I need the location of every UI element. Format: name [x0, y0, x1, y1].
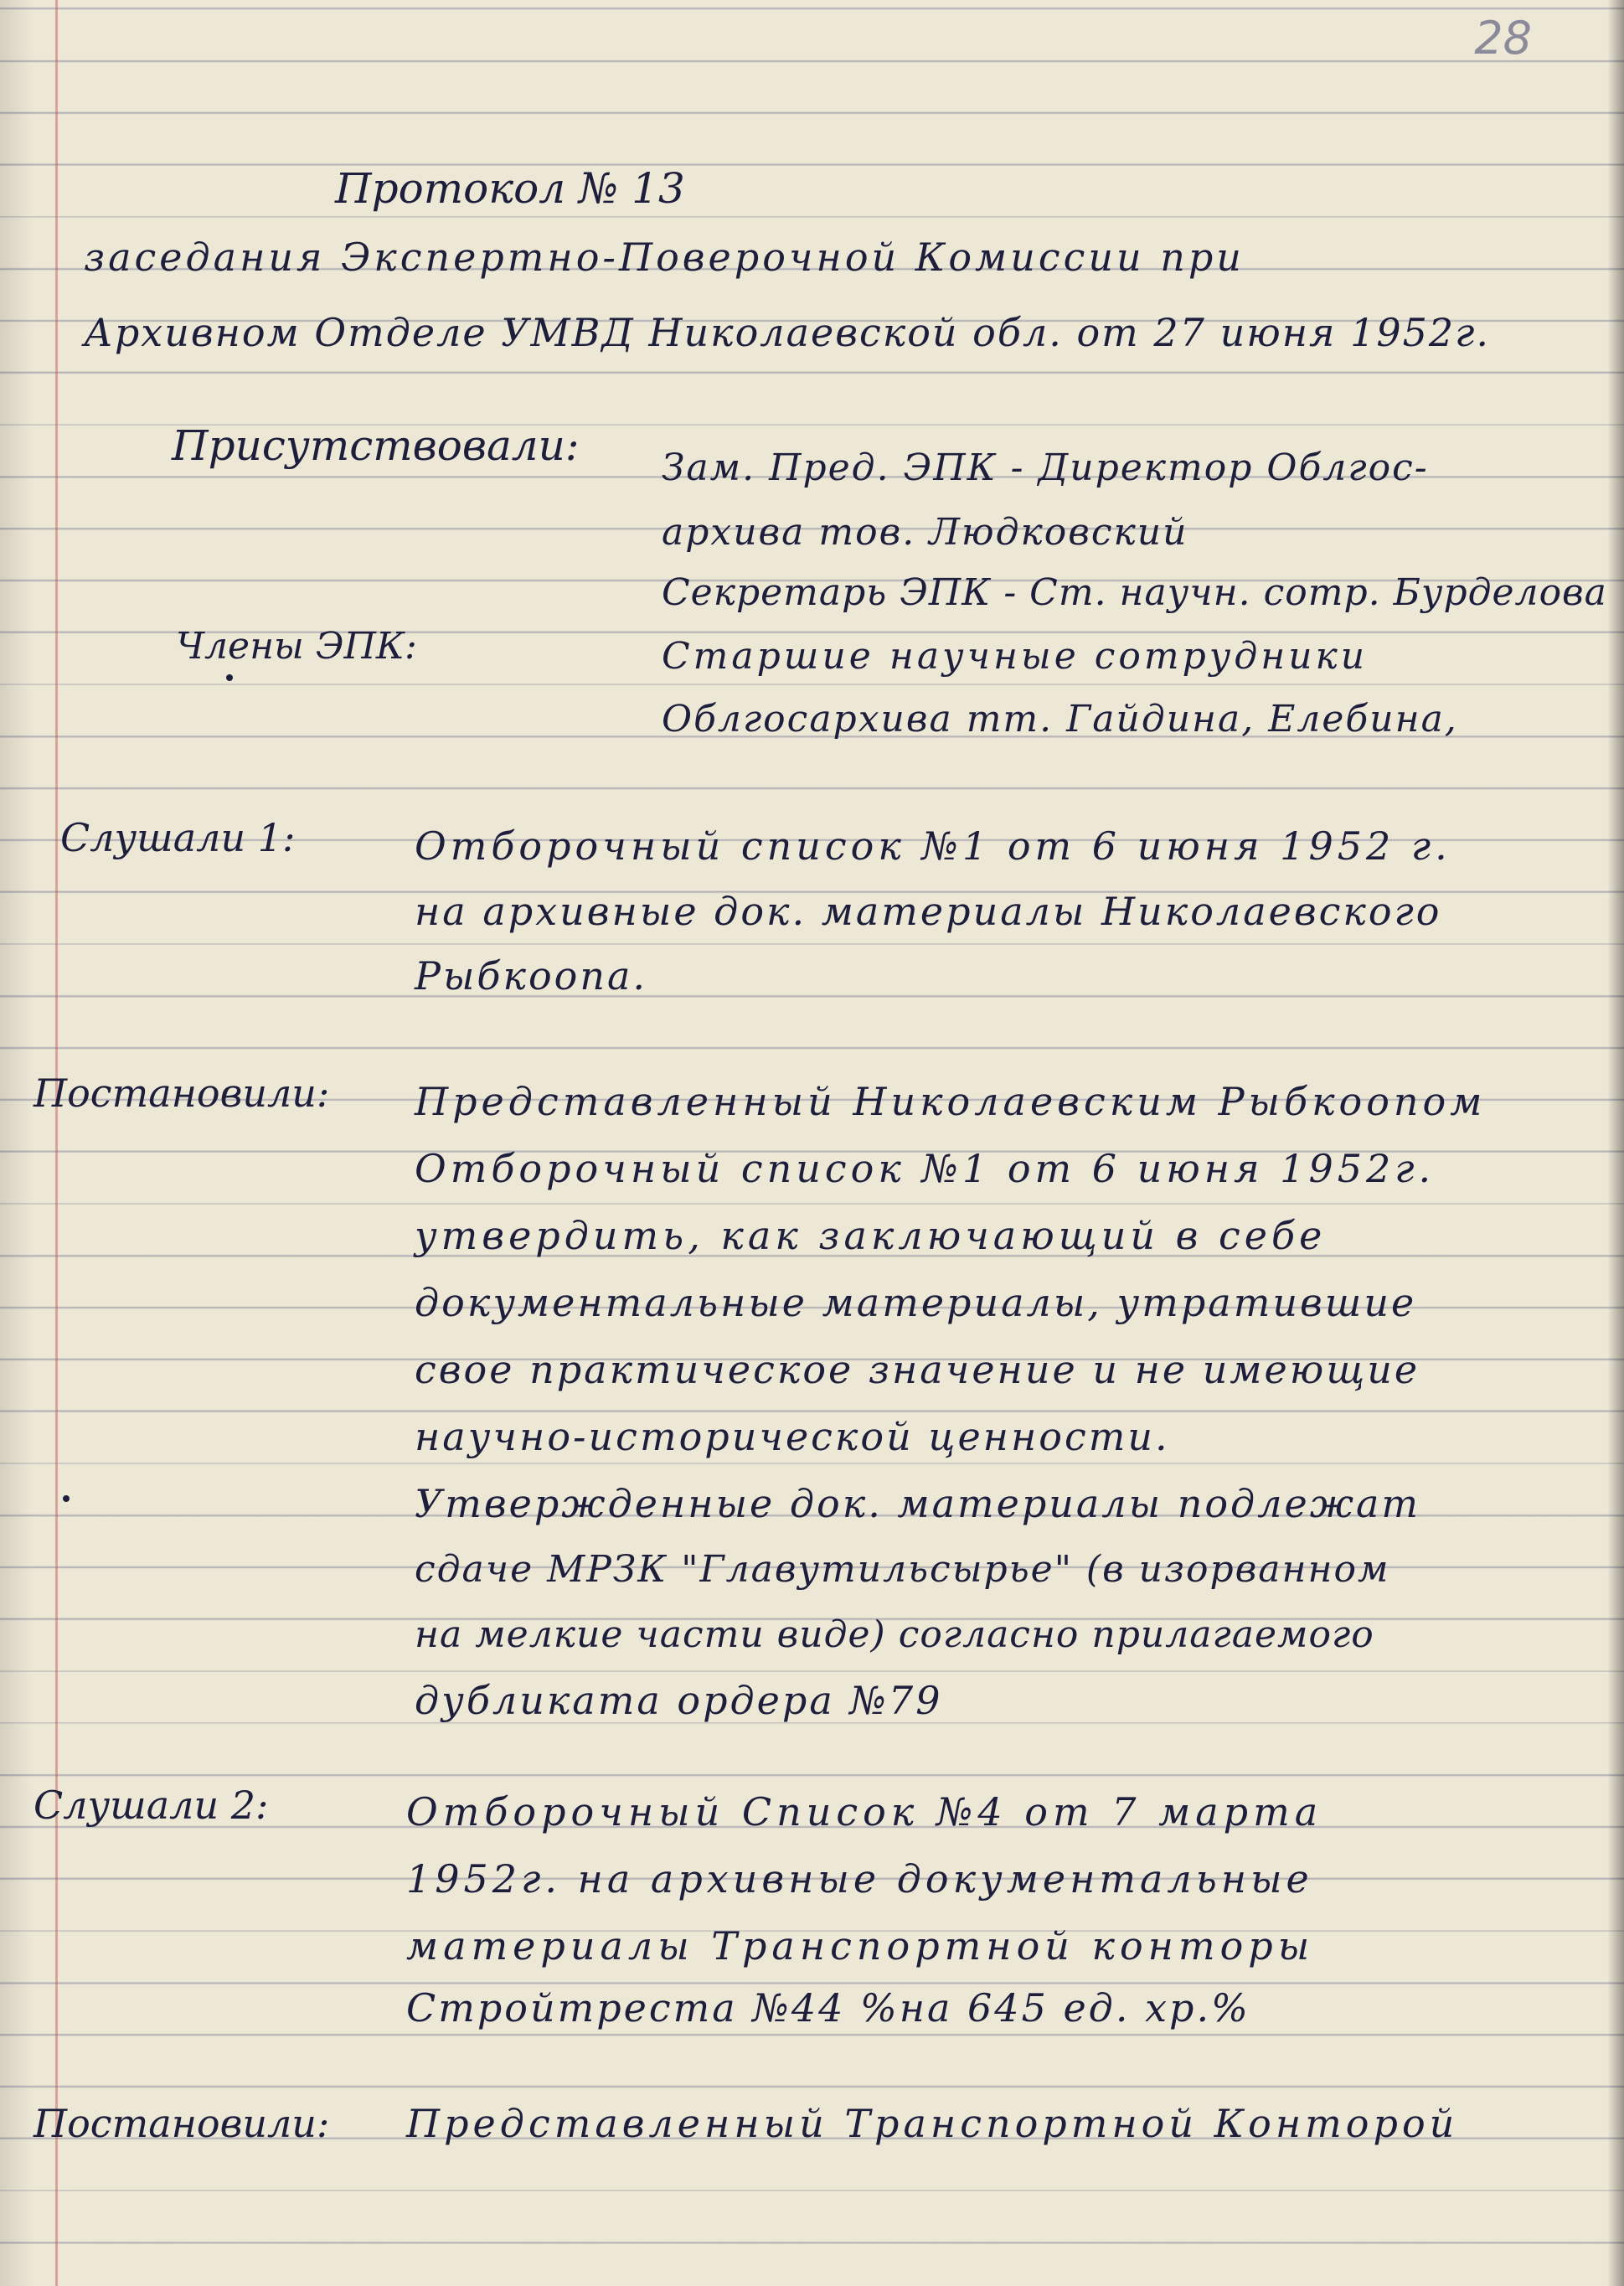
attendance-label: Присутствовали:	[172, 421, 580, 470]
heard-2-line: Отборочный Список №4 от 7 марта	[406, 1789, 1323, 1834]
members-line: Старшие научные сотрудники	[662, 635, 1369, 678]
page-number: 28	[1474, 12, 1532, 65]
resolved-2-line: Представленный Транспортной Конторой	[406, 2101, 1459, 2146]
document-title: Протокол № 13	[335, 164, 685, 213]
attendance-line: архива тов. Людковский	[662, 511, 1188, 554]
heard-2-line: 1952г. на архивные документальные	[406, 1856, 1313, 1902]
heard-1-line: Рыбкоопа.	[415, 953, 648, 999]
members-line: Облгосархива тт. Гайдина, Елебина,	[662, 698, 1458, 740]
heard-2-line: материалы Транспортной конторы	[406, 1923, 1315, 1969]
heard-1-label: Слушали 1:	[60, 815, 296, 860]
heard-2-label: Слушали 2:	[34, 1783, 269, 1828]
resolved-1-line: Утвержденные док. материалы подлежат	[415, 1481, 1421, 1526]
members-label: Члены ЭПК:	[176, 625, 417, 668]
heard-1-line: Отборочный список №1 от 6 июня 1952 г.	[415, 823, 1451, 869]
resolved-1-line: Отборочный список №1 от 6 июня 1952г.	[415, 1146, 1436, 1191]
heard-1-line: на архивные док. материалы Николаевского	[415, 889, 1442, 934]
resolved-1-line: сдаче МРЗК "Главутильсырье" (в изорванном	[415, 1548, 1390, 1591]
resolved-2-label: Постановили:	[34, 2101, 330, 2146]
resolved-1-line: свое практическое значение и не имеющие	[415, 1347, 1420, 1392]
resolved-1-label: Постановили:	[34, 1071, 330, 1116]
resolved-1-line: утвердить, как заключающий в себе	[415, 1213, 1327, 1258]
page-edge-shadow	[1607, 0, 1624, 2286]
margin-rule	[55, 0, 58, 2286]
attendance-line: Секретарь ЭПК - Ст. научн. сотр. Бурделова	[662, 571, 1607, 614]
attendance-line: Зам. Пред. ЭПК - Директор Облгос-	[662, 446, 1429, 489]
resolved-1-line: документальные материалы, утратившие	[415, 1280, 1417, 1325]
resolved-1-line: научно-исторической ценности.	[415, 1414, 1170, 1459]
resolved-1-line: Представленный Николаевским Рыбкоопом	[415, 1079, 1487, 1124]
header-line: заседания Экспертно-Поверочной Комиссии при	[84, 235, 1245, 280]
header-line: Архивном Отделе УМВД Николаевской обл. от 27 июня 1952г.	[84, 310, 1491, 355]
resolved-1-line: на мелкие части виде) согласно прилагаемого	[415, 1613, 1374, 1656]
ink-dot	[63, 1495, 70, 1502]
ink-dot	[226, 674, 233, 681]
resolved-1-line: дубликата ордера №79	[415, 1678, 943, 1723]
heard-2-line: Стройтреста №44 %на 645 ед. хр.%	[406, 1985, 1250, 2031]
